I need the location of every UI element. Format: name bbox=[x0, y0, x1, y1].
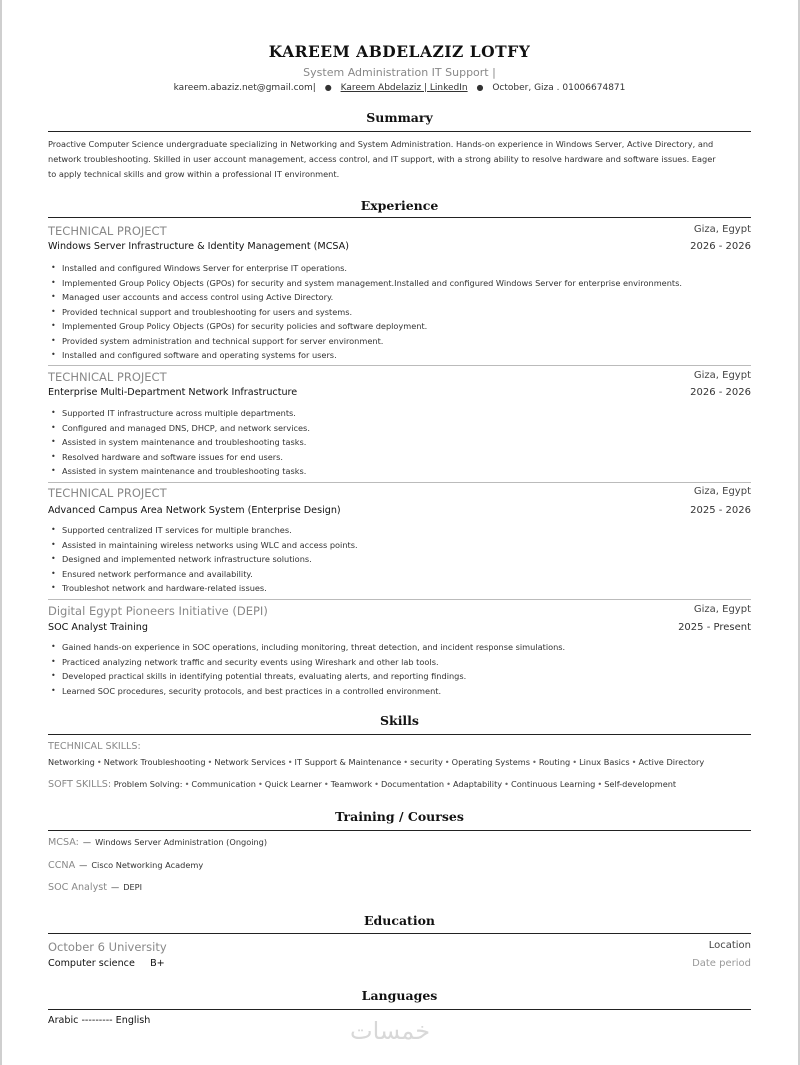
list-item: • Developed practical skills in identifying potential threats, evaluating alerts, and reporting findings. bbox=[48, 669, 751, 684]
experience-org: TECHNICAL PROJECT bbox=[48, 370, 167, 384]
dot-separator: • bbox=[374, 779, 379, 789]
list-item: • Assisted in system maintenance and troubleshooting tasks. bbox=[48, 435, 751, 450]
list-item: • Implemented Group Policy Objects (GPOs) for security policies and software deployment. bbox=[48, 319, 751, 334]
experience-dates: 2025 - 2026 bbox=[690, 505, 751, 516]
experience-bullets bbox=[48, 523, 751, 596]
soft-skills-line bbox=[48, 779, 676, 790]
list-item: • Designed and implemented network infrastructure solutions. bbox=[48, 552, 751, 567]
dot-separator: • bbox=[96, 757, 102, 767]
dot-separator: • bbox=[403, 757, 409, 767]
linkedin-link[interactable]: Kareem Abdelaziz | LinkedIn bbox=[340, 83, 468, 93]
soft-skills-list bbox=[114, 779, 676, 789]
course-name: SOC Analyst bbox=[48, 882, 108, 893]
experience-location: Giza, Egypt bbox=[693, 370, 751, 381]
dot-separator: • bbox=[631, 757, 637, 767]
contact-line bbox=[48, 83, 751, 93]
experience-location: Giza, Egypt bbox=[693, 486, 751, 497]
section-divider bbox=[48, 217, 751, 218]
experience-bullets bbox=[48, 640, 751, 698]
summary-line: to apply technical skills and grow within a professional IT environment. bbox=[48, 169, 340, 179]
dot-separator: • bbox=[287, 757, 293, 767]
list-item: • Ensured network performance and availability. bbox=[48, 567, 751, 582]
list-item: • Configured and managed DNS, DHCP, and network services. bbox=[48, 421, 751, 436]
list-item: • Managed user accounts and access control using Active Directory. bbox=[48, 290, 751, 305]
technical-skill-item: Operating Systems bbox=[451, 757, 530, 767]
experience-heading: Experience bbox=[360, 198, 439, 213]
soft-skill-item: Documentation bbox=[380, 779, 445, 789]
experience-role: Advanced Campus Area Network System (Enterprise Design) bbox=[48, 505, 341, 516]
technical-skill-item: Network Troubleshooting bbox=[103, 757, 206, 767]
list-item: • Assisted in system maintenance and troubleshooting tasks. bbox=[48, 464, 751, 479]
soft-skill-item: Quick Learner bbox=[264, 779, 322, 789]
dot-separator: • bbox=[531, 757, 537, 767]
soft-skill-item: Teamwork bbox=[330, 779, 373, 789]
resume-page bbox=[48, 0, 751, 1065]
experience-dates: 2025 - Present bbox=[678, 622, 751, 633]
entry-divider bbox=[48, 482, 751, 483]
list-item: • Installed and configured software and operating systems for users. bbox=[48, 348, 751, 363]
section-divider bbox=[48, 131, 751, 132]
training-heading: Training / Courses bbox=[335, 809, 464, 824]
technical-skill-item: IT Support & Maintenance bbox=[294, 757, 402, 767]
summary-line: Proactive Computer Science undergraduate specializing in Networking and System Administration. Hands-on experience in Windows Server, Active Directory, and bbox=[48, 139, 714, 149]
list-item: • Gained hands-on experience in SOC operations, including monitoring, threat detection, and incident response simulations. bbox=[48, 640, 751, 655]
course-name: MCSA: bbox=[48, 837, 79, 848]
education-location: Location bbox=[708, 940, 751, 951]
section-divider bbox=[48, 830, 751, 831]
dot-separator: • bbox=[207, 757, 213, 767]
list-item: • Provided technical support and troubleshooting for users and systems. bbox=[48, 305, 751, 320]
technical-skill-item: security bbox=[410, 757, 443, 767]
course-item bbox=[48, 837, 267, 848]
dash-separator: — bbox=[79, 860, 88, 870]
technical-skill-item: Active Directory bbox=[638, 757, 705, 767]
section-divider bbox=[48, 734, 751, 735]
dot-separator: • bbox=[184, 779, 190, 789]
technical-skill-item: Network Services bbox=[214, 757, 286, 767]
experience-dates: 2026 - 2026 bbox=[690, 241, 751, 252]
experience-bullets bbox=[48, 261, 751, 363]
dash-separator: — bbox=[82, 837, 92, 847]
dot-separator: • bbox=[446, 779, 451, 789]
technical-skill-item: Routing bbox=[538, 757, 571, 767]
email-text: kareem.abaziz.net@gmail.com| bbox=[173, 83, 316, 93]
list-item: • Supported centralized IT services for multiple branches. bbox=[48, 523, 751, 538]
entry-divider bbox=[48, 365, 751, 366]
education-school: October 6 University bbox=[48, 940, 167, 954]
technical-skills-list bbox=[48, 757, 704, 767]
education-dates: Date period bbox=[692, 958, 751, 969]
summary-heading: Summary bbox=[366, 110, 433, 125]
list-item: • Supported IT infrastructure across multiple departments. bbox=[48, 406, 751, 421]
job-title: System Administration IT Support | bbox=[303, 66, 496, 79]
list-item: • Assisted in maintaining wireless networks using WLC and access points. bbox=[48, 538, 751, 553]
education-degree: Computer science B+ bbox=[48, 958, 165, 969]
watermark-logo: خمسات bbox=[350, 1017, 431, 1045]
dot-separator: • bbox=[597, 779, 603, 789]
summary-text bbox=[48, 137, 751, 182]
soft-skill-item: Problem Solving: bbox=[113, 779, 183, 789]
course-item bbox=[48, 860, 203, 871]
education-heading: Education bbox=[363, 913, 435, 928]
languages-text: Arabic --------- English bbox=[48, 1015, 151, 1026]
bullet-separator: ● bbox=[324, 83, 332, 92]
technical-skill-item: Linux Basics bbox=[579, 757, 630, 767]
dash-separator: — bbox=[111, 882, 120, 892]
dot-separator: • bbox=[504, 779, 509, 789]
list-item: • Troubleshot network and hardware-related issues. bbox=[48, 581, 751, 596]
course-name: CCNA bbox=[48, 860, 76, 871]
candidate-name: KAREEM ABDELAZIZ LOTFY bbox=[268, 42, 531, 61]
skills-heading: Skills bbox=[380, 713, 419, 728]
dot-separator: • bbox=[444, 757, 450, 767]
soft-skills-label: SOFT SKILLS: bbox=[48, 779, 112, 790]
soft-skill-item: Continuous Learning bbox=[510, 779, 596, 789]
experience-role: Enterprise Multi-Department Network Infrastructure bbox=[48, 387, 298, 398]
experience-org: TECHNICAL PROJECT bbox=[48, 486, 167, 500]
course-detail: DEPI bbox=[123, 882, 143, 892]
soft-skill-item: Communication bbox=[191, 779, 256, 789]
experience-location: Giza, Egypt bbox=[693, 604, 751, 615]
bullet-separator: ● bbox=[476, 83, 484, 92]
entry-divider bbox=[48, 599, 751, 600]
soft-skill-item: Adaptability bbox=[452, 779, 503, 789]
list-item: • Learned SOC procedures, security protocols, and best practices in a controlled environment. bbox=[48, 684, 751, 699]
course-detail: Windows Server Administration (Ongoing) bbox=[95, 837, 268, 847]
course-item bbox=[48, 882, 142, 893]
experience-role: Windows Server Infrastructure & Identity Management (MCSA) bbox=[48, 241, 349, 252]
experience-org: Digital Egypt Pioneers Initiative (DEPI) bbox=[48, 604, 268, 618]
list-item: • Installed and configured Windows Server for enterprise IT operations. bbox=[48, 261, 751, 276]
summary-line: network troubleshooting. Skilled in user account management, access control, and IT support, with a strong ability to resolve hardware and software issues. Eager bbox=[48, 154, 716, 164]
section-divider bbox=[48, 1009, 751, 1010]
soft-skill-item: Self-development bbox=[604, 779, 677, 789]
list-item: • Resolved hardware and software issues for end users. bbox=[48, 450, 751, 465]
dot-separator: • bbox=[572, 757, 578, 767]
dot-separator: • bbox=[257, 779, 263, 789]
list-item: • Practiced analyzing network traffic and security events using Wireshark and other lab tools. bbox=[48, 655, 751, 670]
page-border-left bbox=[0, 0, 2, 1065]
experience-bullets bbox=[48, 406, 751, 479]
technical-skill-item: Networking bbox=[48, 757, 95, 767]
location-phone-text: October, Giza . 01006674871 bbox=[492, 83, 626, 93]
languages-heading: Languages bbox=[361, 988, 438, 1003]
section-divider bbox=[48, 933, 751, 934]
experience-role: SOC Analyst Training bbox=[48, 622, 148, 633]
technical-skills-label: TECHNICAL SKILLS: bbox=[48, 741, 141, 752]
list-item: • Implemented Group Policy Objects (GPOs) for security and system management.Installed and configured Windows Server for enterprise environments. bbox=[48, 276, 751, 291]
experience-dates: 2026 - 2026 bbox=[690, 387, 751, 398]
experience-location: Giza, Egypt bbox=[693, 224, 751, 235]
list-item: • Provided system administration and technical support for server environment. bbox=[48, 334, 751, 349]
experience-org: TECHNICAL PROJECT bbox=[48, 224, 167, 238]
dot-separator: • bbox=[323, 779, 329, 789]
course-detail: Cisco Networking Academy bbox=[91, 860, 204, 870]
